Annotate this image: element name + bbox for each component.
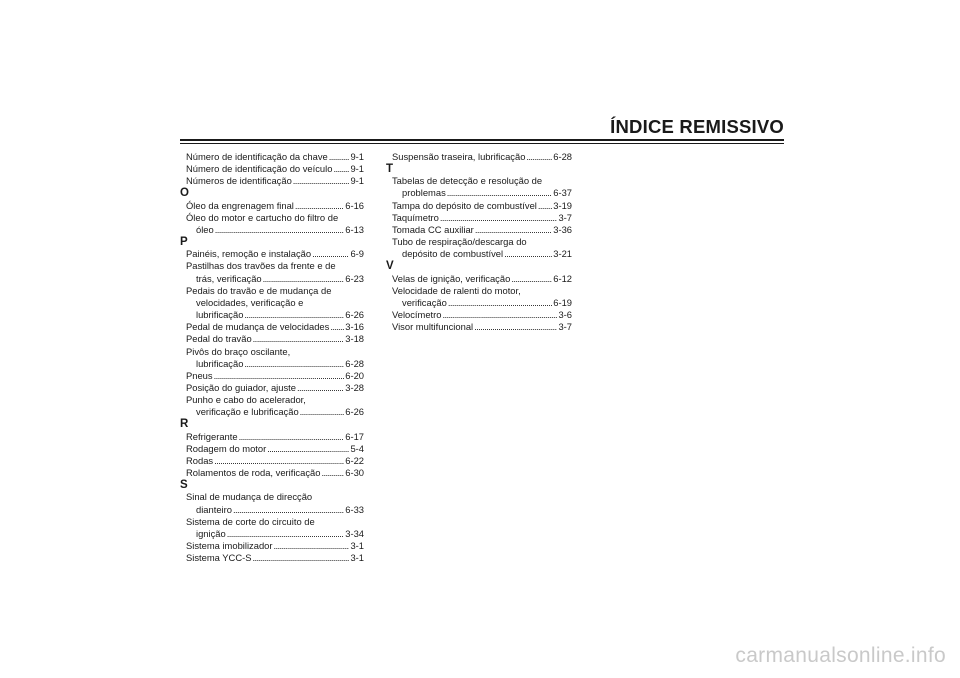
index-entry-line xyxy=(186,370,364,382)
index-letter-heading: R xyxy=(180,418,189,431)
index-page-ref: 3-7 xyxy=(558,321,572,333)
index-entry-line xyxy=(392,309,572,321)
index-entry-line xyxy=(392,212,572,224)
index-entry-text: Números de identificação xyxy=(186,175,292,187)
index-entry-text: verificação xyxy=(402,296,447,308)
index-page-ref: 3-16 xyxy=(345,321,364,333)
dot-leader xyxy=(440,212,558,224)
index-page-ref: 3-34 xyxy=(345,527,364,539)
index-entry-text: Pedal de mudança de velocidades xyxy=(186,321,330,333)
dot-leader xyxy=(233,504,344,516)
index-entry-line xyxy=(186,163,364,175)
index-entry xyxy=(180,443,364,455)
index-entry-line xyxy=(392,273,572,285)
index-entry xyxy=(180,491,364,515)
index-entry xyxy=(180,248,364,260)
index-page-ref: 6-19 xyxy=(553,296,572,308)
index-entry-line xyxy=(186,224,364,236)
index-page-ref: 3-28 xyxy=(345,381,364,393)
index-entry-text: Tubo de respiração/descarga do xyxy=(392,236,527,248)
index-entry-line xyxy=(186,333,364,345)
index-letter-heading: T xyxy=(386,163,394,176)
index-entry xyxy=(180,455,364,467)
index-letter-heading: V xyxy=(386,260,394,273)
index-entry xyxy=(386,212,572,224)
dot-leader xyxy=(329,151,350,163)
dot-leader xyxy=(538,200,552,212)
index-letter-heading: S xyxy=(180,479,188,492)
index-entry-line xyxy=(186,248,364,260)
index-page-ref: 5-4 xyxy=(350,442,364,454)
dot-leader xyxy=(244,358,344,370)
index-entry-text: Pedais do travão e de mudança de xyxy=(186,284,332,296)
index-page-ref: 6-30 xyxy=(345,467,364,479)
dot-leader xyxy=(300,406,345,418)
index-entry-line xyxy=(392,187,572,199)
dot-leader xyxy=(297,382,344,394)
index-entry-text: Visor multifuncional xyxy=(392,321,474,333)
index-entry-line xyxy=(392,236,572,248)
index-entry-line xyxy=(186,175,364,187)
index-entry-text: Sinal de mudança de direcção xyxy=(186,491,313,503)
index-entry-text: Pivôs do braço oscilante, xyxy=(186,345,291,357)
index-page-ref: 6-16 xyxy=(345,199,364,211)
index-entry xyxy=(386,175,572,199)
index-page-ref: 6-23 xyxy=(345,272,364,284)
dot-leader xyxy=(293,175,350,187)
index-entry-text: trás, verificação xyxy=(196,272,262,284)
index-entry-line xyxy=(186,346,364,358)
index-entry-text: Tabelas de detecção e resolução de xyxy=(392,175,543,187)
dot-leader xyxy=(321,467,344,479)
index-entry-text: Posição do guiador, ajuste xyxy=(186,381,296,393)
index-entry-text: ignição xyxy=(196,527,226,539)
index-page-ref: 9-1 xyxy=(350,151,364,162)
index-entry-text: Rodagem do motor xyxy=(186,442,267,454)
index-page-ref: 6-26 xyxy=(345,406,364,418)
index-page-ref: 3-7 xyxy=(558,211,572,223)
dot-leader xyxy=(333,163,349,175)
index-entry xyxy=(180,151,364,163)
dot-leader xyxy=(263,273,345,285)
index-entry-line xyxy=(186,321,364,333)
dot-leader xyxy=(474,321,557,333)
dot-leader xyxy=(295,200,344,212)
index-page-ref: 3-21 xyxy=(553,248,572,260)
index-entry-text: Número de identificação do veículo xyxy=(186,163,333,175)
index-entry-text: velocidades, verificação e xyxy=(196,296,304,308)
index-entry-line xyxy=(392,151,572,163)
dot-leader xyxy=(274,540,350,552)
index-entry xyxy=(386,309,572,321)
index-column-left xyxy=(180,151,364,564)
index-entry-text: Rodas xyxy=(186,454,214,466)
index-entry xyxy=(180,200,364,212)
index-entry xyxy=(180,552,364,564)
index-entry-text: dianteiro xyxy=(196,503,232,515)
index-page-ref: 6-17 xyxy=(345,430,364,442)
index-entry xyxy=(180,260,364,284)
dot-leader xyxy=(244,309,344,321)
index-entry-text: Suspensão traseira, lubrificação xyxy=(392,151,526,162)
index-entry-text: Sistema YCC-S xyxy=(186,552,252,564)
index-entry-text: Taquímetro xyxy=(392,211,439,223)
index-entry-line xyxy=(186,540,364,552)
index-entry-line xyxy=(186,285,364,297)
dot-leader xyxy=(330,321,344,333)
index-page-ref: 6-28 xyxy=(553,151,572,162)
page-title: ÍNDICE REMISSIVO xyxy=(610,116,784,137)
index-entry xyxy=(180,516,364,540)
index-entry-text: Número de identificação da chave xyxy=(186,151,328,162)
index-entry-line xyxy=(186,212,364,224)
index-page-ref: 6-33 xyxy=(345,503,364,515)
index-entry-line xyxy=(186,516,364,528)
index-entry-line xyxy=(186,394,364,406)
index-entry-text: Pneus xyxy=(186,369,213,381)
index-page-ref: 6-37 xyxy=(553,187,572,199)
index-entry-line xyxy=(186,467,364,479)
index-entry-line xyxy=(392,248,572,260)
dot-leader xyxy=(215,224,345,236)
index-entry xyxy=(180,467,364,479)
index-entry-line xyxy=(186,504,364,516)
index-entry-text: Punho e cabo do acelerador, xyxy=(186,394,306,406)
index-page-ref: 6-13 xyxy=(345,223,364,235)
index-entry-line xyxy=(392,200,572,212)
dot-leader xyxy=(227,528,345,540)
index-column-right xyxy=(386,151,572,333)
index-page-ref: 3-1 xyxy=(350,540,364,551)
index-entry xyxy=(386,321,572,333)
dot-leader xyxy=(526,151,552,163)
index-entry-text: lubrificação xyxy=(196,357,244,369)
index-entry xyxy=(386,151,572,163)
index-entry-line xyxy=(392,224,572,236)
index-entry xyxy=(180,540,364,552)
dot-leader xyxy=(504,248,552,260)
index-page-ref: 3-36 xyxy=(553,223,572,235)
index-entry-line xyxy=(186,528,364,540)
dot-leader xyxy=(214,455,344,467)
dot-leader xyxy=(214,370,345,382)
dot-leader xyxy=(252,552,349,564)
index-entry-text: Sistema imobilizador xyxy=(186,540,273,551)
index-entry-text: óleo xyxy=(196,223,214,235)
index-entry xyxy=(386,200,572,212)
index-page-ref: 6-20 xyxy=(345,369,364,381)
index-entry xyxy=(180,346,364,370)
index-entry-line xyxy=(186,273,364,285)
index-entry xyxy=(180,163,364,175)
dot-leader xyxy=(267,443,349,455)
index-entry-line xyxy=(186,552,364,564)
index-letter-heading: P xyxy=(180,236,188,249)
index-entry-text: Painéis, remoção e instalação xyxy=(186,248,312,260)
index-letter-heading: O xyxy=(180,187,189,200)
index-entry-line xyxy=(186,443,364,455)
dot-leader xyxy=(511,273,552,285)
index-page-ref: 3-18 xyxy=(345,333,364,345)
index-entry-text: Refrigerante xyxy=(186,430,238,442)
index-page-ref: 3-19 xyxy=(553,199,572,211)
index-entry-text: problemas xyxy=(402,187,446,199)
index-entry-line xyxy=(186,431,364,443)
dot-leader xyxy=(448,297,552,309)
dot-leader xyxy=(253,333,345,345)
dot-leader xyxy=(443,309,558,321)
index-entry-line xyxy=(392,321,572,333)
dot-leader xyxy=(475,224,552,236)
index-entry xyxy=(386,273,572,285)
index-entry-text: Tomada CC auxiliar xyxy=(392,223,474,235)
index-page-ref: 6-28 xyxy=(345,357,364,369)
index-entry-line xyxy=(186,382,364,394)
dot-leader xyxy=(447,187,552,199)
index-page-ref: 6-12 xyxy=(553,272,572,284)
index-entry-text: Sistema de corte do circuito de xyxy=(186,515,315,527)
index-entry-line xyxy=(392,175,572,187)
index-entry xyxy=(180,212,364,236)
index-page-ref: 3-1 xyxy=(350,552,364,564)
index-entry-line xyxy=(186,260,364,272)
index-page-ref: 6-26 xyxy=(345,309,364,321)
index-entry-text: Velocímetro xyxy=(392,309,442,321)
index-entry-line xyxy=(186,151,364,163)
index-entry-line xyxy=(392,285,572,297)
index-entry-line xyxy=(186,297,364,309)
index-entry-text: Óleo da engrenagem final xyxy=(186,199,294,211)
index-page-ref: 3-6 xyxy=(558,309,572,321)
index-entry-text: depósito de combustível xyxy=(402,248,504,260)
index-entry xyxy=(180,333,364,345)
index-entry-line xyxy=(186,455,364,467)
index-entry xyxy=(180,175,364,187)
index-entry-line xyxy=(392,297,572,309)
index-entry-text: Pastilhas dos travões da frente e de xyxy=(186,260,336,272)
index-entry-text: verificação e lubrificação xyxy=(196,406,299,418)
index-entry-text: Tampa do depósito de combustível xyxy=(392,199,537,211)
index-page-ref: 6-9 xyxy=(350,248,364,260)
index-entry-line xyxy=(186,200,364,212)
index-page-ref: 9-1 xyxy=(350,175,364,187)
watermark: carmanualsonline.info xyxy=(735,644,946,667)
index-entry-line xyxy=(186,309,364,321)
index-entry-text: Rolamentos de roda, verificação xyxy=(186,467,321,479)
index-entry xyxy=(180,382,364,394)
index-entry-line xyxy=(186,491,364,503)
index-entry-line xyxy=(186,406,364,418)
index-entry-text: Velas de ignição, verificação xyxy=(392,272,511,284)
index-entry xyxy=(180,431,364,443)
index-page-ref: 6-22 xyxy=(345,454,364,466)
header-rule-thick xyxy=(180,139,784,141)
index-entry xyxy=(386,224,572,236)
index-entry-text: Pedal do travão xyxy=(186,333,252,345)
index-entry xyxy=(180,285,364,321)
dot-leader xyxy=(239,431,345,443)
index-entry-line xyxy=(186,358,364,370)
dot-leader xyxy=(312,248,349,260)
index-entry-text: Óleo do motor e cartucho do filtro de xyxy=(186,211,339,223)
index-entry-text: lubrificação xyxy=(196,309,244,321)
index-entry xyxy=(180,370,364,382)
index-entry xyxy=(386,236,572,260)
index-page-ref: 9-1 xyxy=(350,163,364,175)
index-entry xyxy=(180,321,364,333)
index-entry-text: Velocidade de ralenti do motor, xyxy=(392,284,521,296)
index-entry xyxy=(180,394,364,418)
index-entry xyxy=(386,285,572,309)
header-rule-thin xyxy=(180,143,784,144)
